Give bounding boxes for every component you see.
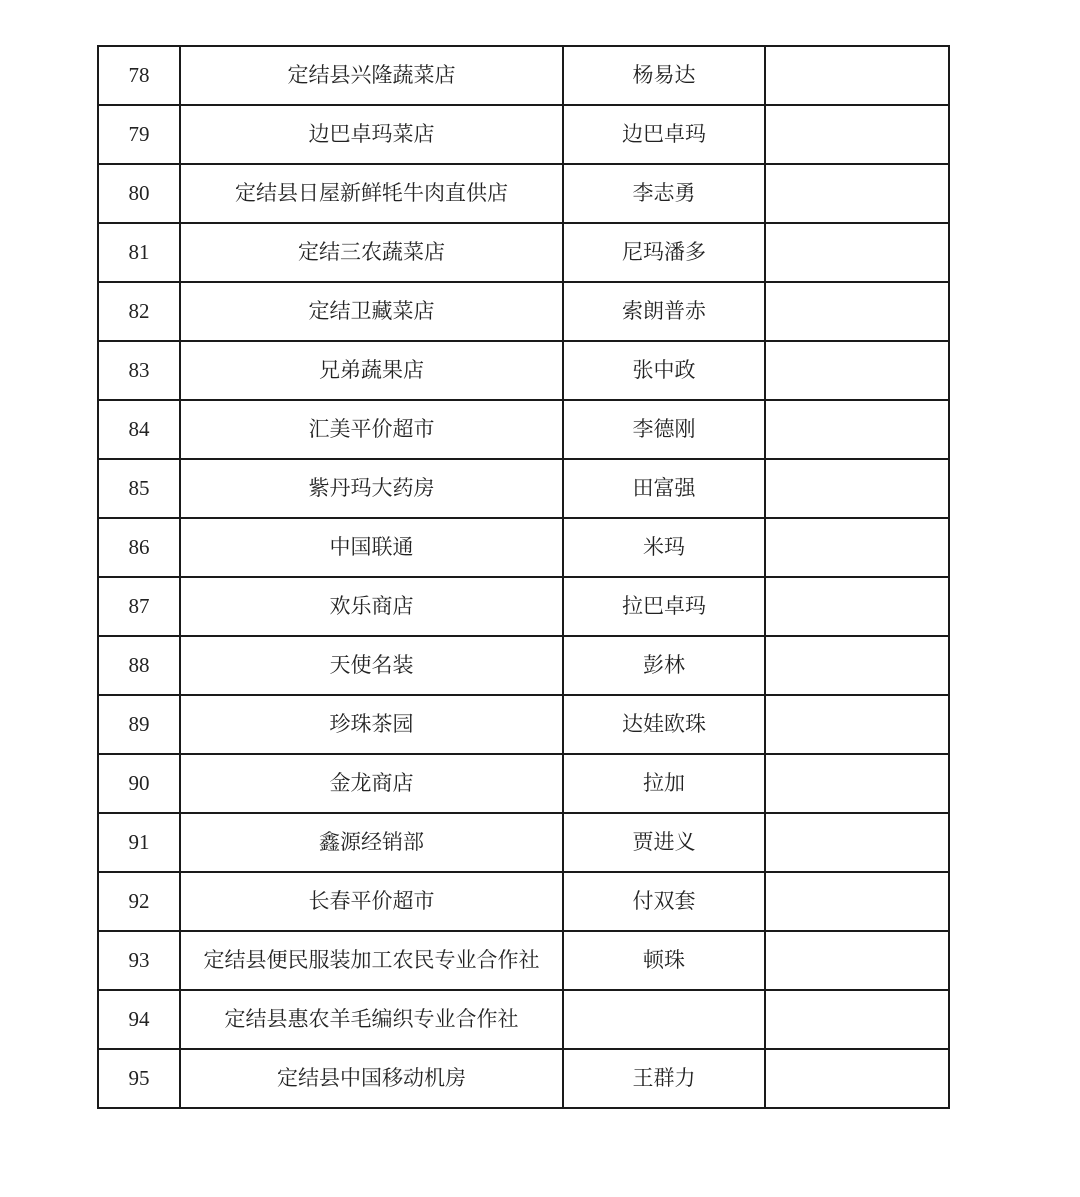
remarks-cell: [765, 46, 949, 105]
row-number: 86: [98, 518, 180, 577]
remarks-cell: [765, 872, 949, 931]
owner-name: 李志勇: [563, 164, 765, 223]
shop-name: 汇美平价超市: [180, 400, 563, 459]
owner-name: 付双套: [563, 872, 765, 931]
row-number: 93: [98, 931, 180, 990]
shop-name: 定结县便民服装加工农民专业合作社: [180, 931, 563, 990]
table-row: [98, 695, 949, 754]
table-row: [98, 990, 949, 1049]
shop-name: 兄弟蔬果店: [180, 341, 563, 400]
remarks-cell: [765, 636, 949, 695]
shop-list-body: [98, 46, 949, 1108]
table-row: [98, 164, 949, 223]
owner-name: 米玛: [563, 518, 765, 577]
remarks-cell: [765, 105, 949, 164]
row-number: 82: [98, 282, 180, 341]
remarks-cell: [765, 577, 949, 636]
remarks-cell: [765, 341, 949, 400]
owner-name: 贾进义: [563, 813, 765, 872]
shop-name: 欢乐商店: [180, 577, 563, 636]
table-row: [98, 636, 949, 695]
shop-name: 长春平价超市: [180, 872, 563, 931]
shop-name: 天使名装: [180, 636, 563, 695]
owner-name: 田富强: [563, 459, 765, 518]
table-row: [98, 400, 949, 459]
table-row: [98, 577, 949, 636]
row-number: 88: [98, 636, 180, 695]
shop-name: 中国联通: [180, 518, 563, 577]
table-row: [98, 105, 949, 164]
owner-name: 彭林: [563, 636, 765, 695]
shop-name: 定结县兴隆蔬菜店: [180, 46, 563, 105]
remarks-cell: [765, 695, 949, 754]
owner-name: 尼玛潘多: [563, 223, 765, 282]
row-number: 79: [98, 105, 180, 164]
row-number: 85: [98, 459, 180, 518]
remarks-cell: [765, 754, 949, 813]
table-row: [98, 341, 949, 400]
row-number: 81: [98, 223, 180, 282]
shop-name: 紫丹玛大药房: [180, 459, 563, 518]
row-number: 87: [98, 577, 180, 636]
table-row: [98, 1049, 949, 1108]
shop-name: 鑫源经销部: [180, 813, 563, 872]
shop-name: 珍珠茶园: [180, 695, 563, 754]
shop-list-table: [97, 45, 950, 1109]
table-row: [98, 813, 949, 872]
table-row: [98, 459, 949, 518]
table-row: [98, 282, 949, 341]
row-number: 89: [98, 695, 180, 754]
shop-name: 边巴卓玛菜店: [180, 105, 563, 164]
owner-name: [563, 990, 765, 1049]
owner-name: 拉加: [563, 754, 765, 813]
row-number: 80: [98, 164, 180, 223]
remarks-cell: [765, 518, 949, 577]
remarks-cell: [765, 931, 949, 990]
row-number: 90: [98, 754, 180, 813]
remarks-cell: [765, 990, 949, 1049]
row-number: 78: [98, 46, 180, 105]
owner-name: 李德刚: [563, 400, 765, 459]
shop-name: 金龙商店: [180, 754, 563, 813]
remarks-cell: [765, 400, 949, 459]
owner-name: 达娃欧珠: [563, 695, 765, 754]
owner-name: 杨易达: [563, 46, 765, 105]
row-number: 92: [98, 872, 180, 931]
row-number: 94: [98, 990, 180, 1049]
owner-name: 边巴卓玛: [563, 105, 765, 164]
remarks-cell: [765, 223, 949, 282]
table-row: [98, 223, 949, 282]
table-row: [98, 518, 949, 577]
remarks-cell: [765, 813, 949, 872]
shop-name: 定结县日屋新鲜牦牛肉直供店: [180, 164, 563, 223]
owner-name: 索朗普赤: [563, 282, 765, 341]
table-row: [98, 754, 949, 813]
owner-name: 王群力: [563, 1049, 765, 1108]
owner-name: 拉巴卓玛: [563, 577, 765, 636]
shop-name: 定结三农蔬菜店: [180, 223, 563, 282]
shop-name: 定结县中国移动机房: [180, 1049, 563, 1108]
row-number: 83: [98, 341, 180, 400]
owner-name: 顿珠: [563, 931, 765, 990]
shop-name: 定结县惠农羊毛编织专业合作社: [180, 990, 563, 1049]
row-number: 95: [98, 1049, 180, 1108]
table-row: [98, 931, 949, 990]
table-row: [98, 872, 949, 931]
row-number: 91: [98, 813, 180, 872]
remarks-cell: [765, 459, 949, 518]
owner-name: 张中政: [563, 341, 765, 400]
shop-name: 定结卫藏菜店: [180, 282, 563, 341]
table-row: [98, 46, 949, 105]
remarks-cell: [765, 282, 949, 341]
remarks-cell: [765, 164, 949, 223]
row-number: 84: [98, 400, 180, 459]
remarks-cell: [765, 1049, 949, 1108]
